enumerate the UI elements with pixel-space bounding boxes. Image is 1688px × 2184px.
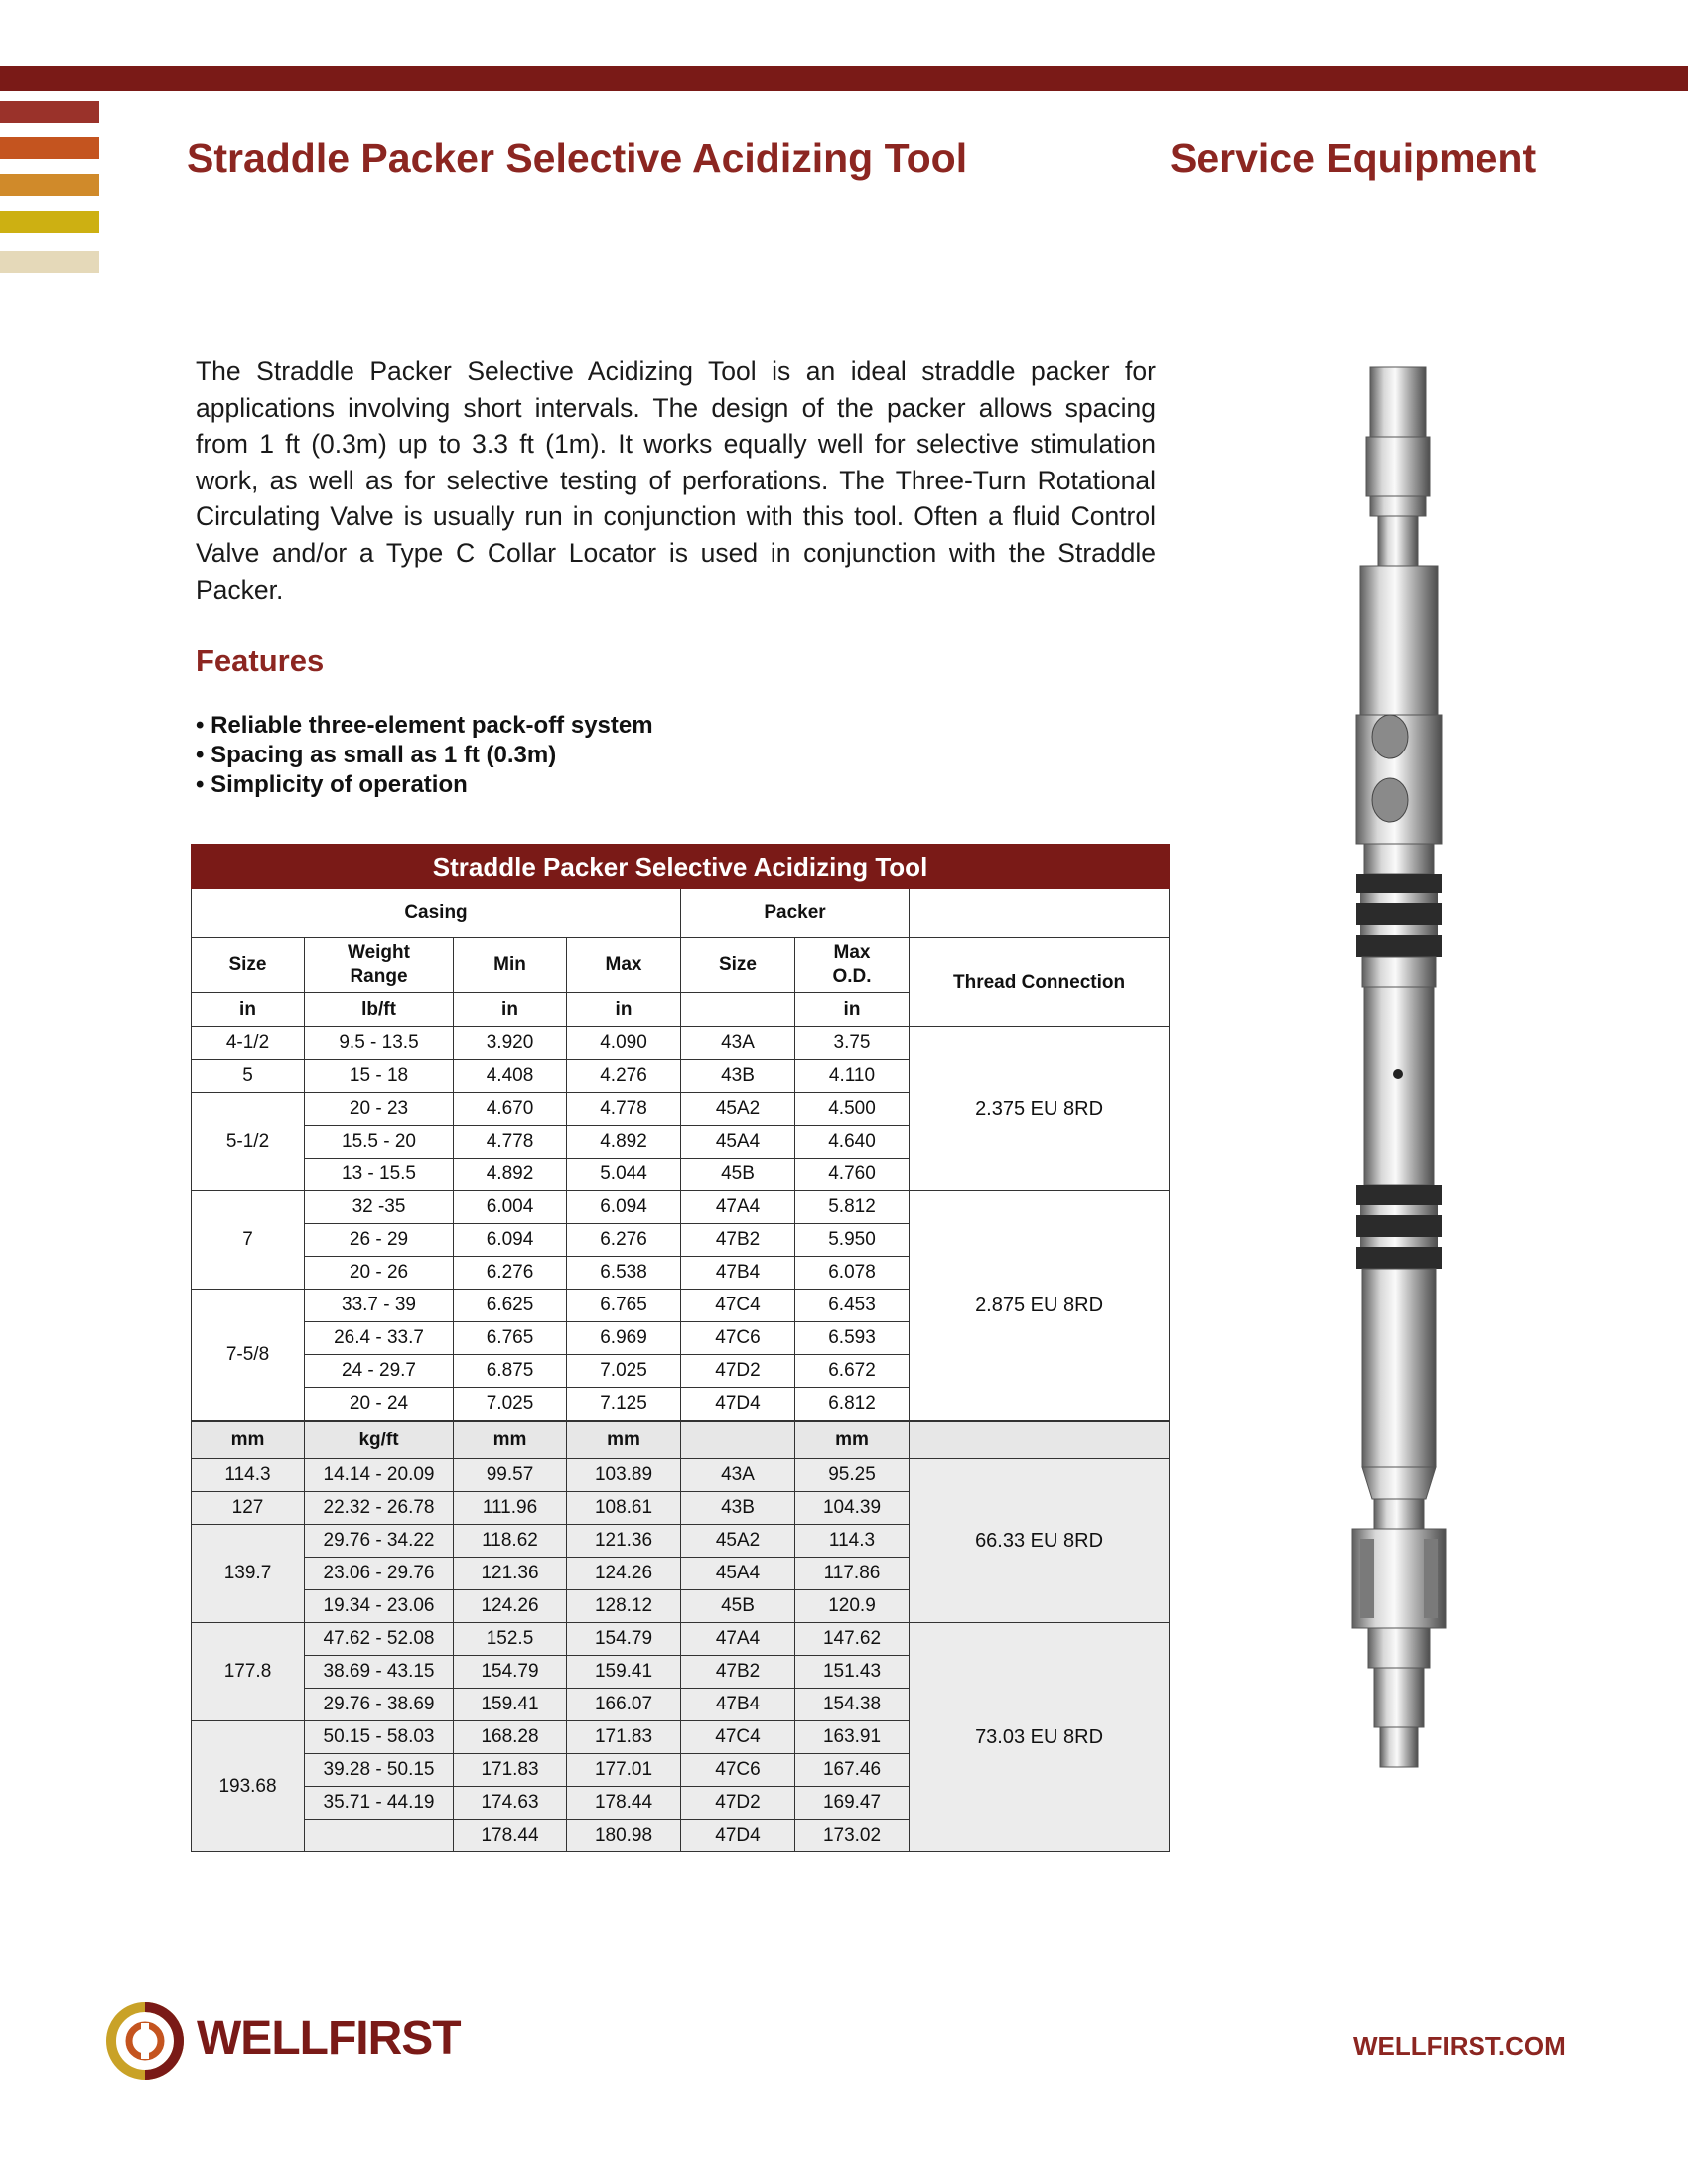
min-cell: 7.025 (454, 1388, 567, 1422)
header-stripe-4 (0, 211, 99, 233)
weight-cell: 19.34 - 23.06 (305, 1590, 454, 1623)
col-maxod-line2: O.D. (832, 966, 872, 987)
packer-size-cell: 47C4 (681, 1290, 795, 1322)
packer-size-cell: 45B (681, 1590, 795, 1623)
col-max-od (795, 938, 910, 993)
col-weight-line1: Weight (348, 942, 410, 963)
unit-cell (681, 1421, 795, 1459)
packer-od-cell: 167.46 (795, 1754, 910, 1787)
thread-cell: 2.375 EU 8RD (910, 1027, 1170, 1191)
table-row (192, 1623, 1170, 1656)
unit-cell: mm (567, 1421, 681, 1459)
table-caption: Straddle Packer Selective Acidizing Tool (192, 845, 1170, 889)
max-cell: 4.778 (567, 1093, 681, 1126)
max-cell: 6.094 (567, 1191, 681, 1224)
unit-cell: lb/ft (305, 993, 454, 1027)
size-cell: 7 (192, 1191, 305, 1290)
unit-cell: in (567, 993, 681, 1027)
packer-od-cell: 154.38 (795, 1689, 910, 1721)
max-cell: 103.89 (567, 1459, 681, 1492)
packer-od-cell: 95.25 (795, 1459, 910, 1492)
table-row (192, 1459, 1170, 1492)
max-cell: 7.025 (567, 1355, 681, 1388)
min-cell: 154.79 (454, 1656, 567, 1689)
min-cell: 4.408 (454, 1060, 567, 1093)
col-thread: Thread Connection (910, 938, 1170, 1027)
feature-item: • Reliable three-element pack-off system (196, 711, 653, 741)
packer-size-cell: 43B (681, 1060, 795, 1093)
packer-od-cell: 6.672 (795, 1355, 910, 1388)
packer-od-cell: 5.812 (795, 1191, 910, 1224)
packer-od-cell: 4.640 (795, 1126, 910, 1159)
max-cell: 4.090 (567, 1027, 681, 1060)
size-cell: 7-5/8 (192, 1290, 305, 1422)
packer-od-cell: 4.760 (795, 1159, 910, 1191)
min-cell: 111.96 (454, 1492, 567, 1525)
max-cell: 6.765 (567, 1290, 681, 1322)
max-cell: 180.98 (567, 1820, 681, 1852)
packer-od-cell: 117.86 (795, 1558, 910, 1590)
weight-cell: 32 -35 (305, 1191, 454, 1224)
packer-size-cell: 45B (681, 1159, 795, 1191)
packer-size-cell: 47A4 (681, 1191, 795, 1224)
max-cell: 178.44 (567, 1787, 681, 1820)
packer-size-cell: 47D4 (681, 1388, 795, 1422)
min-cell: 118.62 (454, 1525, 567, 1558)
min-cell: 4.670 (454, 1093, 567, 1126)
header-stripe-1 (0, 101, 99, 123)
min-cell: 6.875 (454, 1355, 567, 1388)
col-packer-size: Size (681, 938, 795, 993)
packer-od-cell: 6.078 (795, 1257, 910, 1290)
packer-od-cell: 6.453 (795, 1290, 910, 1322)
table-row (192, 1027, 1170, 1060)
thread-cell: 66.33 EU 8RD (910, 1459, 1170, 1623)
unit-cell (910, 1421, 1170, 1459)
group-packer: Packer (681, 889, 910, 938)
size-cell: 5-1/2 (192, 1093, 305, 1191)
group-casing: Casing (192, 889, 681, 938)
size-cell: 5 (192, 1060, 305, 1093)
min-cell: 171.83 (454, 1754, 567, 1787)
col-max: Max (567, 938, 681, 993)
weight-cell: 26 - 29 (305, 1224, 454, 1257)
packer-size-cell: 45A2 (681, 1525, 795, 1558)
size-cell: 193.68 (192, 1721, 305, 1852)
thread-cell: 2.875 EU 8RD (910, 1191, 1170, 1422)
packer-size-cell: 45A4 (681, 1558, 795, 1590)
size-cell: 127 (192, 1492, 305, 1525)
packer-size-cell: 47C4 (681, 1721, 795, 1754)
weight-cell: 22.32 - 26.78 (305, 1492, 454, 1525)
features-list (196, 711, 653, 800)
max-cell: 121.36 (567, 1525, 681, 1558)
weight-cell: 23.06 - 29.76 (305, 1558, 454, 1590)
straddle-packer-tool-image (1331, 357, 1470, 1777)
table-body-imperial (192, 1027, 1170, 1422)
weight-cell: 26.4 - 33.7 (305, 1322, 454, 1355)
min-cell: 6.765 (454, 1322, 567, 1355)
packer-od-cell: 169.47 (795, 1787, 910, 1820)
unit-cell: mm (454, 1421, 567, 1459)
packer-size-cell: 47A4 (681, 1623, 795, 1656)
weight-cell: 20 - 26 (305, 1257, 454, 1290)
weight-cell: 14.14 - 20.09 (305, 1459, 454, 1492)
weight-cell: 35.71 - 44.19 (305, 1787, 454, 1820)
weight-cell: 24 - 29.7 (305, 1355, 454, 1388)
header-bar (0, 66, 1688, 91)
max-cell: 6.969 (567, 1322, 681, 1355)
wellfirst-logo-icon (105, 2001, 185, 2081)
unit-cell: in (192, 993, 305, 1027)
packer-od-cell: 163.91 (795, 1721, 910, 1754)
unit-cell: kg/ft (305, 1421, 454, 1459)
packer-size-cell: 47B4 (681, 1257, 795, 1290)
packer-size-cell: 47B2 (681, 1224, 795, 1257)
packer-size-cell: 43A (681, 1027, 795, 1060)
max-cell: 108.61 (567, 1492, 681, 1525)
weight-cell: 9.5 - 13.5 (305, 1027, 454, 1060)
packer-od-cell: 114.3 (795, 1525, 910, 1558)
col-min: Min (454, 938, 567, 993)
max-cell: 6.276 (567, 1224, 681, 1257)
packer-od-cell: 120.9 (795, 1590, 910, 1623)
weight-cell: 29.76 - 34.22 (305, 1525, 454, 1558)
max-cell: 159.41 (567, 1656, 681, 1689)
packer-od-cell: 4.110 (795, 1060, 910, 1093)
max-cell: 166.07 (567, 1689, 681, 1721)
min-cell: 6.004 (454, 1191, 567, 1224)
table-row (192, 1191, 1170, 1224)
weight-cell: 13 - 15.5 (305, 1159, 454, 1191)
packer-size-cell: 47D2 (681, 1787, 795, 1820)
weight-cell: 38.69 - 43.15 (305, 1656, 454, 1689)
max-cell: 124.26 (567, 1558, 681, 1590)
packer-od-cell: 6.812 (795, 1388, 910, 1422)
features-heading: Features (196, 643, 325, 678)
packer-size-cell: 47D4 (681, 1820, 795, 1852)
max-cell: 4.276 (567, 1060, 681, 1093)
packer-od-cell: 4.500 (795, 1093, 910, 1126)
packer-size-cell: 47C6 (681, 1754, 795, 1787)
weight-cell: 15.5 - 20 (305, 1126, 454, 1159)
weight-cell (305, 1820, 454, 1852)
min-cell: 3.920 (454, 1027, 567, 1060)
min-cell: 152.5 (454, 1623, 567, 1656)
packer-size-cell: 45A4 (681, 1126, 795, 1159)
max-cell: 5.044 (567, 1159, 681, 1191)
table-body-metric (192, 1421, 1170, 1852)
max-cell: 154.79 (567, 1623, 681, 1656)
feature-item: • Simplicity of operation (196, 770, 653, 800)
unit-cell: in (454, 993, 567, 1027)
packer-od-cell: 147.62 (795, 1623, 910, 1656)
brand-wordmark: WELLFIRST (197, 2012, 461, 2065)
min-cell: 6.625 (454, 1290, 567, 1322)
min-cell: 121.36 (454, 1558, 567, 1590)
size-cell: 139.7 (192, 1525, 305, 1623)
size-cell: 177.8 (192, 1623, 305, 1721)
group-blank (910, 889, 1170, 938)
min-cell: 168.28 (454, 1721, 567, 1754)
packer-size-cell: 45A2 (681, 1093, 795, 1126)
min-cell: 124.26 (454, 1590, 567, 1623)
packer-size-cell: 43B (681, 1492, 795, 1525)
weight-cell: 29.76 - 38.69 (305, 1689, 454, 1721)
packer-od-cell: 173.02 (795, 1820, 910, 1852)
packer-od-cell: 104.39 (795, 1492, 910, 1525)
min-cell: 159.41 (454, 1689, 567, 1721)
min-cell: 4.892 (454, 1159, 567, 1191)
header-stripe-5 (0, 251, 99, 273)
min-cell: 178.44 (454, 1820, 567, 1852)
packer-od-cell: 5.950 (795, 1224, 910, 1257)
packer-size-cell: 47B4 (681, 1689, 795, 1721)
min-cell: 174.63 (454, 1787, 567, 1820)
category-title: Service Equipment (1170, 135, 1537, 181)
min-cell: 6.276 (454, 1257, 567, 1290)
packer-od-cell: 151.43 (795, 1656, 910, 1689)
weight-cell: 20 - 23 (305, 1093, 454, 1126)
spec-table (191, 844, 1170, 1852)
col-maxod-line1: Max (833, 942, 871, 963)
unit-cell: mm (795, 1421, 910, 1459)
min-cell: 99.57 (454, 1459, 567, 1492)
thread-cell: 73.03 EU 8RD (910, 1623, 1170, 1852)
weight-cell: 50.15 - 58.03 (305, 1721, 454, 1754)
weight-cell: 47.62 - 52.08 (305, 1623, 454, 1656)
intro-paragraph: The Straddle Packer Selective Acidizing Tool is an ideal straddle packer for applications involving short intervals. The design of the packer allows spacing from 1 ft (0.3m) up to 3.3 ft (1m). It works equally well for selective stimulation work, as well as for selective testing of perforations. The Three-Turn Rotational Circulating Valve is usually run in conjunction with this tool. Often a fluid Control Valve and/or a Type C Collar Locator is used in conjunction with the Straddle Packer. (196, 356, 1156, 605)
packer-size-cell: 47B2 (681, 1656, 795, 1689)
max-cell: 171.83 (567, 1721, 681, 1754)
page-title: Straddle Packer Selective Acidizing Tool (187, 135, 968, 181)
size-cell: 114.3 (192, 1459, 305, 1492)
max-cell: 6.538 (567, 1257, 681, 1290)
col-size: Size (192, 938, 305, 993)
header-stripe-3 (0, 174, 99, 196)
max-cell: 128.12 (567, 1590, 681, 1623)
feature-item: • Spacing as small as 1 ft (0.3m) (196, 741, 653, 770)
unit-cell: mm (192, 1421, 305, 1459)
unit-cell (681, 993, 795, 1027)
max-cell: 7.125 (567, 1388, 681, 1422)
packer-od-cell: 6.593 (795, 1322, 910, 1355)
packer-size-cell: 47D2 (681, 1355, 795, 1388)
min-cell: 6.094 (454, 1224, 567, 1257)
packer-od-cell: 3.75 (795, 1027, 910, 1060)
footer-url[interactable]: WELLFIRST.COM (1353, 2031, 1566, 2061)
weight-cell: 15 - 18 (305, 1060, 454, 1093)
header-stripe-2 (0, 137, 99, 159)
weight-cell: 20 - 24 (305, 1388, 454, 1422)
col-weight-line2: Range (350, 966, 408, 987)
max-cell: 177.01 (567, 1754, 681, 1787)
col-weight-range (305, 938, 454, 993)
weight-cell: 39.28 - 50.15 (305, 1754, 454, 1787)
packer-size-cell: 47C6 (681, 1322, 795, 1355)
packer-size-cell: 43A (681, 1459, 795, 1492)
weight-cell: 33.7 - 39 (305, 1290, 454, 1322)
unit-cell: in (795, 993, 910, 1027)
min-cell: 4.778 (454, 1126, 567, 1159)
max-cell: 4.892 (567, 1126, 681, 1159)
size-cell: 4-1/2 (192, 1027, 305, 1060)
